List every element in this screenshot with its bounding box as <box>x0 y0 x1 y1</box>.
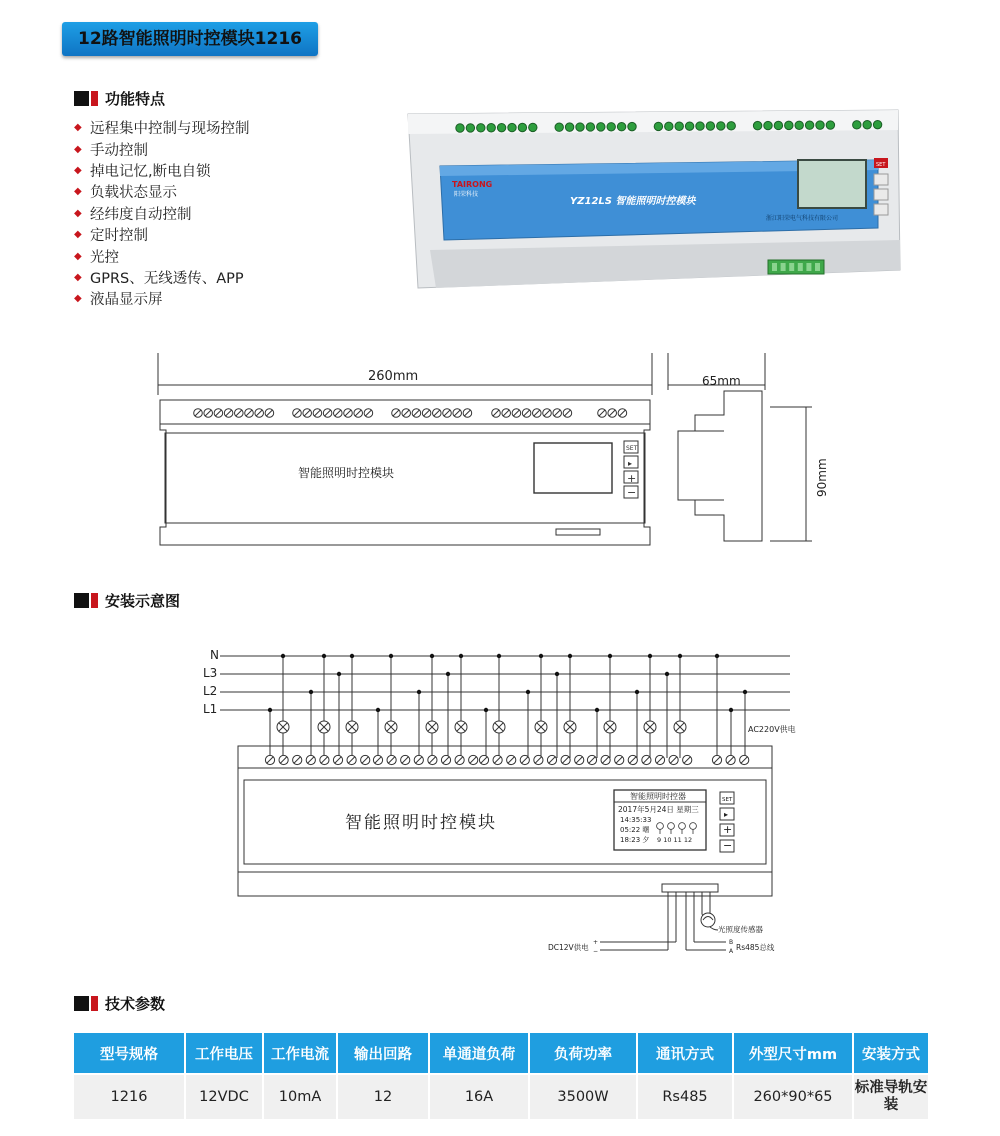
terminal-screw-icon <box>873 120 881 128</box>
depth-label: 65mm <box>702 374 741 388</box>
terminal-screw-icon <box>675 122 683 130</box>
table-header: 外型尺寸mm <box>733 1032 853 1074</box>
table-row <box>73 1074 929 1120</box>
terminal-screw-icon <box>795 121 803 129</box>
svg-text:−: − <box>627 486 637 499</box>
terminal-screw-icon <box>753 121 761 129</box>
terminal-screw-icon <box>764 121 772 129</box>
tech-heading <box>74 993 165 1013</box>
list-item: ◆ 定时控制 <box>74 228 148 245</box>
list-item: ◆ GPRS、无线透传、APP <box>74 270 244 287</box>
bus-label-l3: L3 <box>203 666 218 680</box>
heading-marker-icon <box>74 996 89 1011</box>
dc-supply-label: DC12V供电 <box>548 943 589 952</box>
install-title: 安装示意图 <box>105 591 181 610</box>
lamp-loads <box>268 654 747 758</box>
wiring-diagram <box>190 640 810 970</box>
terminal-screw-icon <box>665 122 673 130</box>
table-cell: 1216 <box>73 1074 185 1120</box>
svg-text:SET: SET <box>626 445 638 452</box>
list-item: ◆ 液晶显示屏 <box>74 292 163 309</box>
lcd-time-2: 05:22 曙 <box>620 826 650 834</box>
table-cell: Rs485 <box>637 1074 733 1120</box>
tech-title: 技术参数 <box>105 994 166 1013</box>
svg-text:−: − <box>593 948 599 955</box>
list-item: ◆ 远程集中控制与现场控制 <box>74 121 250 138</box>
terminal-row <box>265 755 748 764</box>
table-header: 通讯方式 <box>637 1032 733 1074</box>
product-label: YZ12LS 智能照明时控模块 <box>570 196 696 207</box>
list-item: ◆ 经纬度自动控制 <box>74 206 192 223</box>
svg-text:▸: ▸ <box>724 810 729 819</box>
terminal-screw-icon <box>805 121 813 129</box>
svg-text:A: A <box>729 948 734 955</box>
list-item: ◆ 手动控制 <box>74 142 148 159</box>
feature-list <box>74 117 250 310</box>
table-header: 工作电压 <box>185 1032 263 1074</box>
features-title: 功能特点 <box>105 89 166 108</box>
diamond-bullet-icon: ◆ <box>74 293 82 305</box>
list-item: ◆ 光控 <box>74 249 119 266</box>
svg-text:−: − <box>723 839 733 852</box>
features-heading <box>74 88 165 108</box>
terminal-screw-icon <box>617 123 625 131</box>
diamond-bullet-icon: ◆ <box>74 186 82 198</box>
ac-supply-label: AC220V供电 <box>748 725 796 734</box>
minus-button <box>874 204 888 215</box>
lcd-screen <box>798 160 866 208</box>
table-cell: 16A <box>429 1074 529 1120</box>
terminal-screw-icon <box>706 122 714 130</box>
product-photo <box>400 100 910 300</box>
heading-marker-icon <box>74 593 89 608</box>
dimension-drawing <box>150 345 850 560</box>
terminal-screw-icon <box>863 121 871 129</box>
brand-logo: TAIRONG <box>452 180 493 189</box>
table-cell: 3500W <box>529 1074 637 1120</box>
terminal-screw-icon <box>456 124 464 132</box>
table-header: 输出回路 <box>337 1032 429 1074</box>
table-header: 单通道负荷 <box>429 1032 529 1074</box>
table-header: 负荷功率 <box>529 1032 637 1074</box>
terminal-screw-icon <box>518 123 526 131</box>
spec-table <box>72 1031 930 1121</box>
width-label: 260mm <box>368 369 419 384</box>
terminal-screw-icon <box>607 123 615 131</box>
list-item: ◆ 负载状态显示 <box>74 185 177 202</box>
table-cell: 标准导轨安装 <box>853 1074 929 1120</box>
maker-label: 浙江阳荣电气科技有限公司 <box>766 215 839 222</box>
svg-text:SET: SET <box>722 797 733 803</box>
terminal-screw-icon <box>785 121 793 129</box>
terminal-screw-icon <box>717 122 725 130</box>
bulb-icon <box>657 823 697 834</box>
terminal-screw-icon <box>555 123 563 131</box>
svg-text:▸: ▸ <box>628 459 633 468</box>
brand-subtitle: 阳荣科技 <box>454 191 479 198</box>
bus-label-n: N <box>210 648 219 662</box>
diamond-bullet-icon: ◆ <box>74 143 82 155</box>
terminal-screw-icon <box>685 122 693 130</box>
table-cell: 10mA <box>263 1074 337 1120</box>
table-header: 型号规格 <box>73 1032 185 1074</box>
terminal-screw-icon <box>576 123 584 131</box>
diamond-bullet-icon: ◆ <box>74 271 82 283</box>
heading-marker-icon <box>74 91 89 106</box>
diamond-bullet-icon: ◆ <box>74 229 82 241</box>
terminal-screw-icon <box>826 121 834 129</box>
diamond-bullet-icon: ◆ <box>74 250 82 262</box>
svg-text:B: B <box>729 939 734 946</box>
bus-lines <box>220 656 790 710</box>
terminal-screw-icon <box>508 123 516 131</box>
sensor-label: 光照度传感器 <box>718 925 763 934</box>
table-cell: 12VDC <box>185 1074 263 1120</box>
terminal-row <box>194 409 627 418</box>
lcd-title: 智能照明时控器 <box>630 792 686 801</box>
terminal-screw-icon <box>628 122 636 130</box>
svg-text:+: + <box>723 823 733 836</box>
plus-button <box>874 189 888 200</box>
module-label: 智能照明时控模块 <box>345 813 497 833</box>
install-heading <box>74 590 180 610</box>
diamond-bullet-icon: ◆ <box>74 122 82 134</box>
light-sensor-icon <box>701 913 715 927</box>
bus-label-l2: L2 <box>203 684 218 698</box>
bus-label-l1: L1 <box>203 702 218 716</box>
diamond-bullet-icon: ◆ <box>74 207 82 219</box>
lcd-time-3: 18:23 夕 <box>620 836 650 844</box>
terminal-screw-icon <box>597 123 605 131</box>
table-cell: 12 <box>337 1074 429 1120</box>
table-header: 安装方式 <box>853 1032 929 1074</box>
page-title: 12路智能照明时控模块1216 <box>62 22 318 56</box>
terminal-screw-icon <box>696 122 704 130</box>
diamond-bullet-icon: ◆ <box>74 164 82 176</box>
arrow-button <box>874 174 888 185</box>
rs485-label: Rs485总线 <box>736 943 775 952</box>
table-header: 工作电流 <box>263 1032 337 1074</box>
front-label: 智能照明时控模块 <box>298 466 395 480</box>
terminal-screw-icon <box>565 123 573 131</box>
height-label: 90mm <box>815 458 829 497</box>
svg-text:+: + <box>593 939 599 946</box>
terminal-screw-icon <box>487 124 495 132</box>
terminal-screw-icon <box>727 122 735 130</box>
table-cell: 260*90*65 <box>733 1074 853 1120</box>
terminal-screw-icon <box>853 121 861 129</box>
terminal-screw-icon <box>586 123 594 131</box>
terminal-screw-icon <box>529 123 537 131</box>
svg-text:SET: SET <box>876 162 886 168</box>
terminal-screw-icon <box>466 124 474 132</box>
terminal-screw-icon <box>654 122 662 130</box>
terminal-screw-icon <box>497 123 505 131</box>
table-header-row <box>73 1032 929 1074</box>
lcd-time-1: 14:35:33 <box>620 816 652 824</box>
terminal-screw-icon <box>477 124 485 132</box>
list-item: ◆ 掉电记忆,断电自锁 <box>74 163 211 180</box>
terminal-screw-icon <box>816 121 824 129</box>
lcd-channels: 9 10 11 12 <box>657 836 693 844</box>
lcd-date: 2017年5月24日 星期三 <box>618 805 699 814</box>
svg-text:+: + <box>627 472 637 485</box>
terminal-screw-icon <box>774 121 782 129</box>
